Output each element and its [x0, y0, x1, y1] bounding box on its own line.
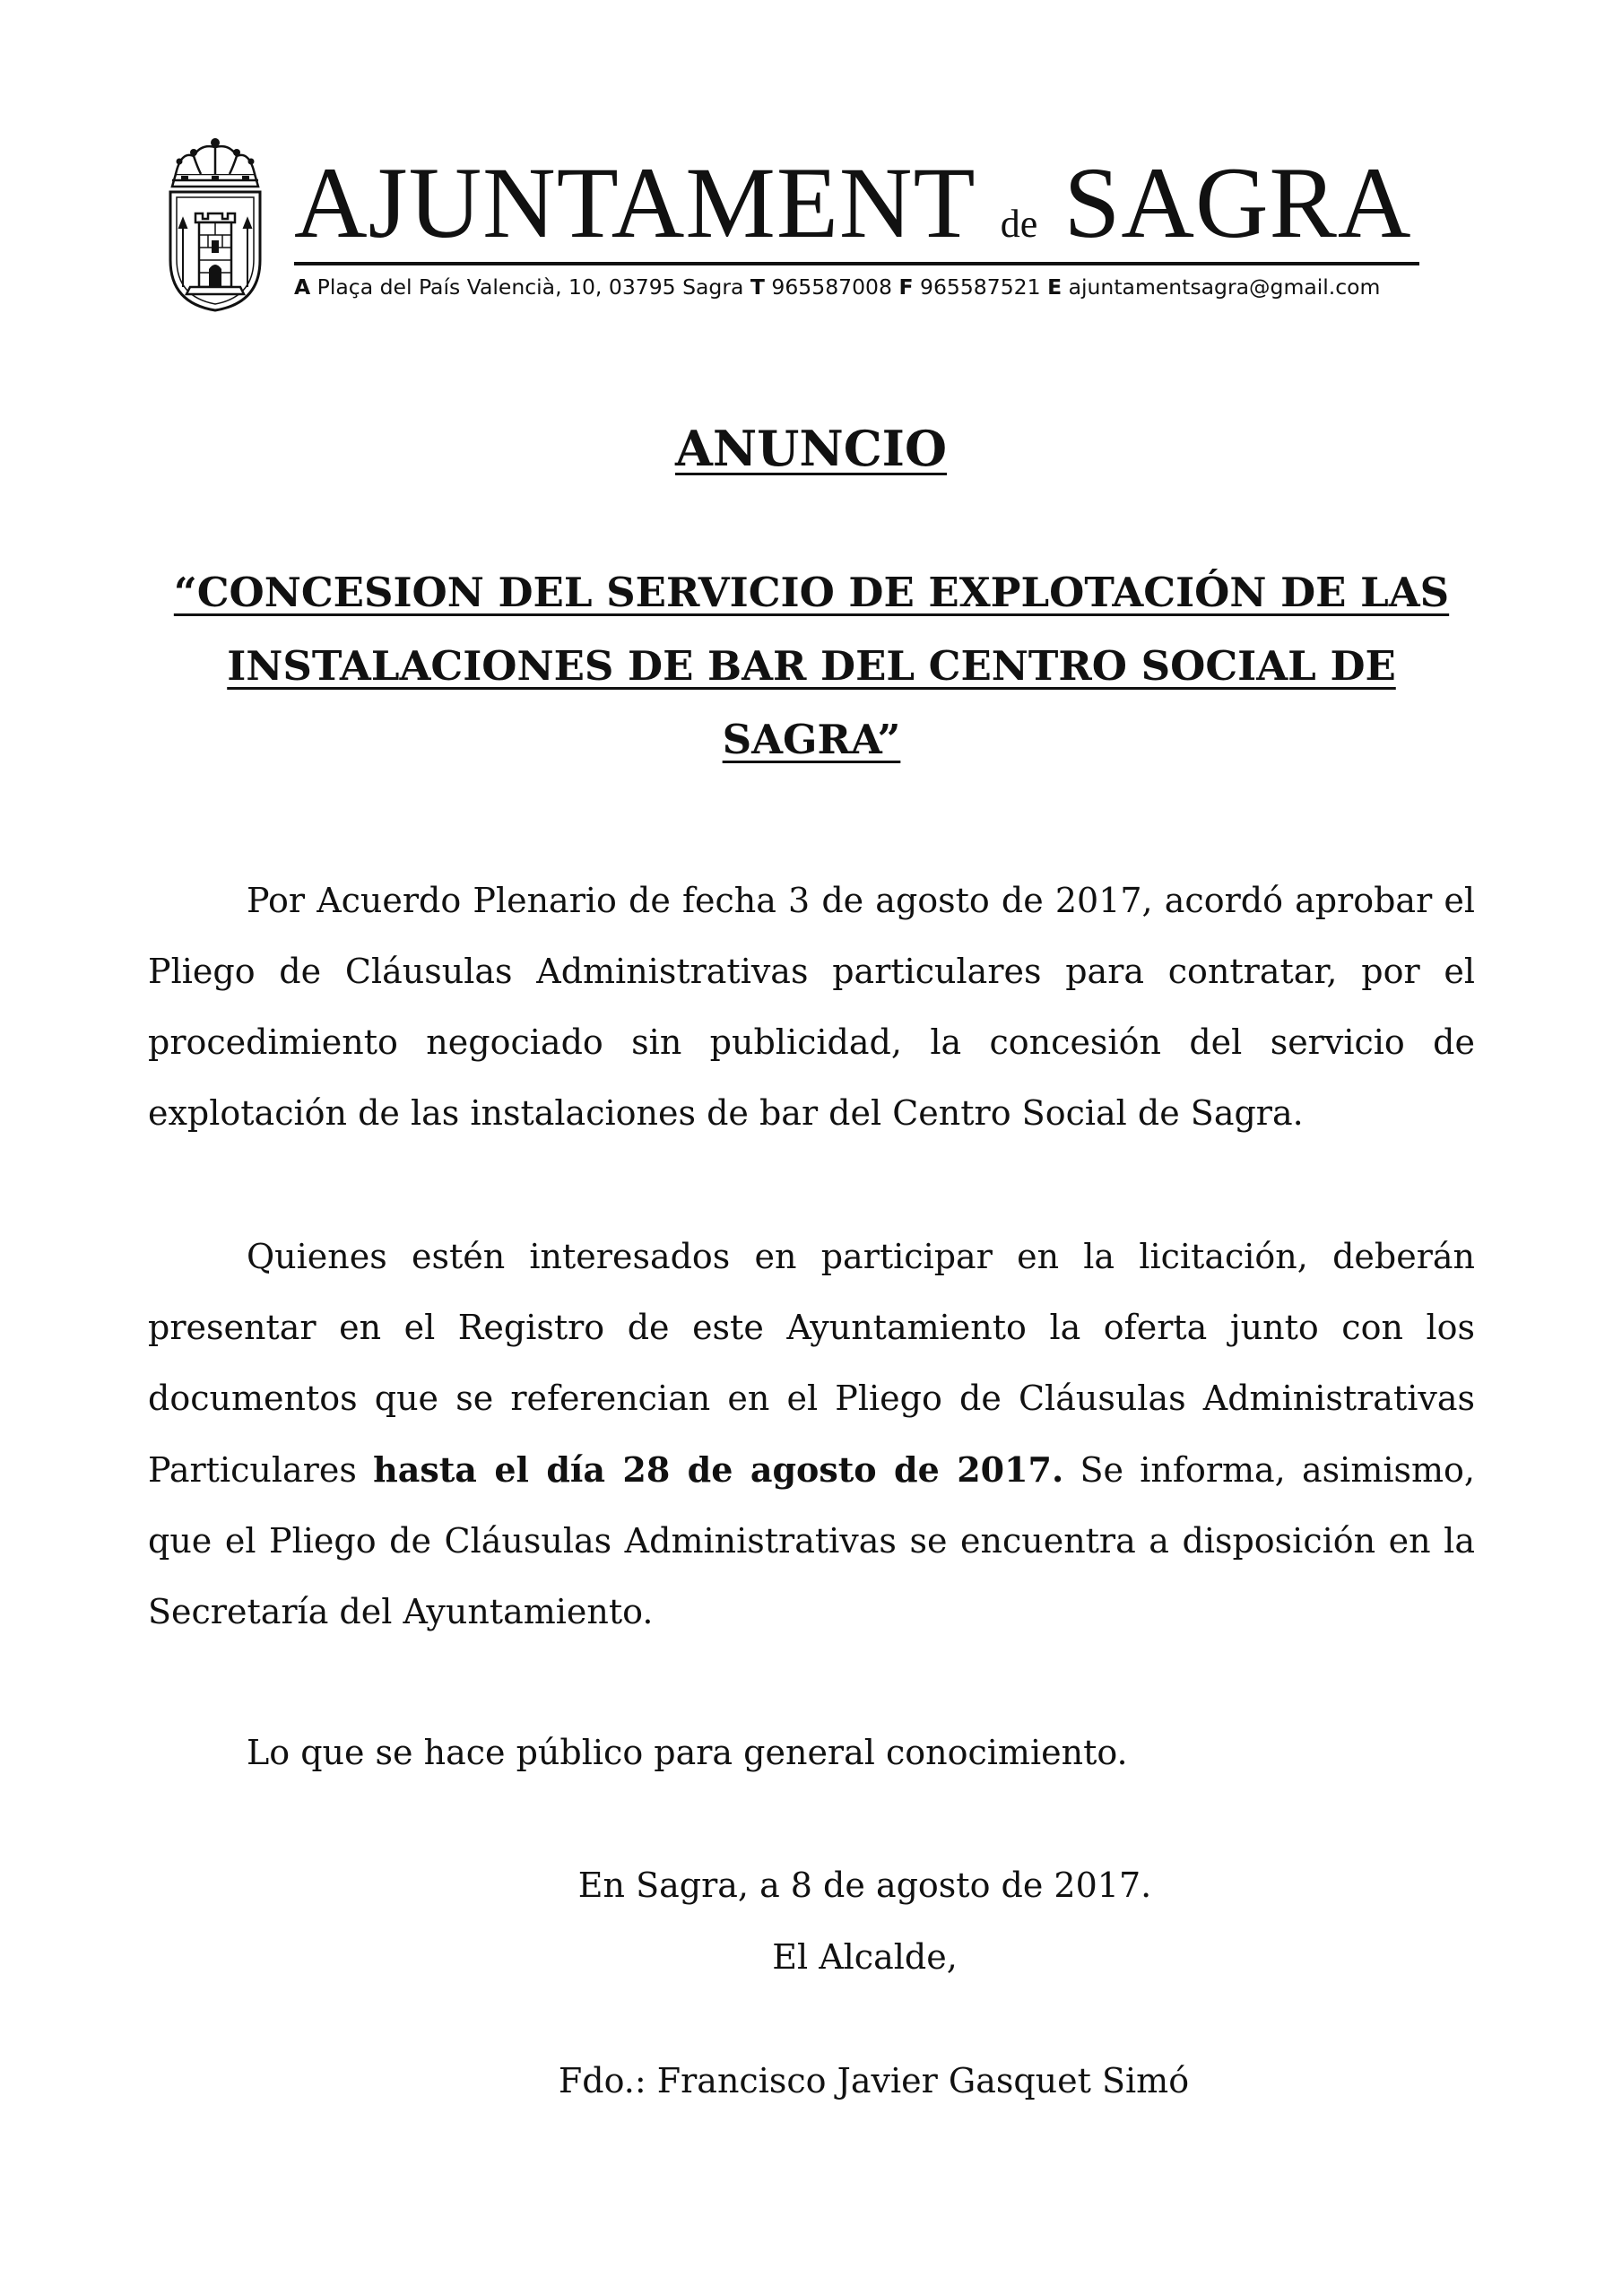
signer-role: El Alcalde, — [772, 1937, 958, 1977]
contact-line — [294, 271, 1424, 303]
document-title: ANUNCIO — [675, 420, 947, 477]
letterhead — [161, 135, 1417, 314]
fax: 965587521 — [920, 274, 1041, 300]
paragraph-agreement: Por Acuerdo Plenario de fecha 3 de agosto de 2017, acordó aprobar el Pliego de Cláusulas Administrativas particulares para contratar, por el procedimiento negociado sin publicidad, la concesión del servicio de explotación de las instalaciones de bar del Centro Social de Sagra. — [148, 881, 1475, 1133]
organization-name-place: SAGRA — [1063, 147, 1412, 259]
address: Plaça del País Valencià, 10, 03795 Sagra — [317, 274, 744, 300]
signature: Fdo.: Francisco Javier Gasquet Simó — [558, 2061, 1190, 2100]
coat-of-arms-icon — [161, 135, 269, 314]
phone-label: T — [750, 274, 765, 300]
paragraph-tender-intro: Quienes estén interesados en participar en la licitación, deberán presentar en el Registro de este Ayuntamiento la oferta junto con los documentos que se referencian en el Pliego de Cláusulas Administrativas Particulares — [148, 1237, 1475, 1490]
organization-name — [294, 145, 1424, 262]
fax-label: F — [898, 274, 914, 300]
email: ajuntamentsagra@gmail.com — [1068, 274, 1381, 300]
organization-name-main: AJUNTAMENT — [294, 147, 975, 259]
address-label: A — [294, 274, 311, 300]
organization-name-de: de — [1000, 202, 1038, 246]
place-date: En Sagra, a 8 de agosto de 2017. — [577, 1866, 1152, 1905]
email-label: E — [1047, 274, 1063, 300]
phone: 965587008 — [771, 274, 892, 300]
document-subject: “CONCESION DEL SERVICIO DE EXPLOTACIÓN DE LAS INSTALACIONES DE BAR DEL CENTRO SOCIAL DE SAGRA” — [173, 569, 1450, 763]
letterhead-divider — [294, 262, 1419, 265]
paragraph-tender — [148, 1222, 1475, 1648]
paragraph-tender-rest: Se informa, asimismo, que el Pliego de Cláusulas Administrativas se encuentra a disposición en la Secretaría del Ayuntamiento. — [148, 1450, 1476, 1631]
paragraph-publication: Lo que se hace público para general conocimiento. — [247, 1733, 1128, 1772]
deadline: hasta el día 28 de agosto de 2017. — [373, 1449, 1064, 1490]
